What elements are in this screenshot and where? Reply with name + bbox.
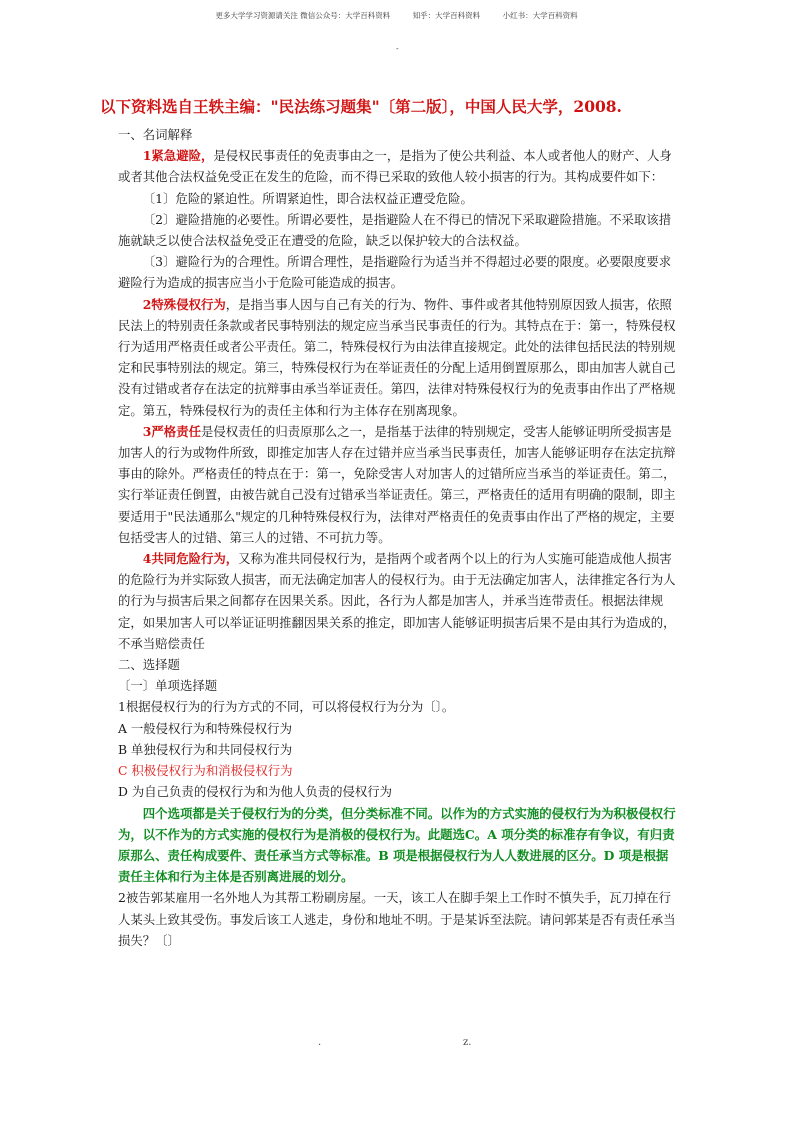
- question-1-explanation: 四个选项都是关于侵权行为的分类，但分类标准不同。以作为的方式实施的侵权行为为积极侵权行为，以不作为的方式实施的侵权行为是消极的侵权行为。此题选C。A 项分类的标准存有争议，有归责原那么、责任构成要件、责任承当方式等标准。B 项是根据侵权行为人人数进展的区分。D 项是根据责任主体和行为主体是否别离进展的划分。: [118, 805, 676, 885]
- section-heading-terms: 一、名词解释: [118, 127, 193, 142]
- term-4-paragraph: [118, 548, 678, 654]
- term-4-title: 4共同危险行为，: [142, 551, 239, 567]
- header-zhihu: 知乎：大学百科资料: [412, 11, 481, 20]
- term-3-paragraph: [118, 421, 678, 548]
- term-1-title: 1紧急避险，: [142, 148, 214, 164]
- document-body: [118, 124, 678, 951]
- header-xiaohongshu: 小红书：大学百科资料: [502, 11, 578, 20]
- term-1-req-3: 〔3〕避险行为的合理性。所谓合理性，是指避险行为适当并不得超过必要的限度。必要限度要求避险行为造成的损害应当小于危险可能造成的损害。: [118, 254, 672, 291]
- term-2-paragraph: [118, 294, 678, 421]
- question-1-option-a: A 一般侵权行为和特殊侵权行为: [118, 720, 292, 736]
- term-2-title: 2特殊侵权行为: [142, 296, 226, 312]
- term-3-body: 是侵权责任的归责原那么之一，是指基于法律的特别规定，受害人能够证明所受损害是加害人的行为或物件所致，即推定加害人存在过错并应当承当民事责任，加害人能够证明存在法定抗辩事由的除外。严格责任的特点在于：第一，免除受害人对加害人的过错所应当承当的举证责任。第二，实行举证责任倒置，由被告就自己没有过错承当举证责任。第三，严格责任的适用有明确的限制，即主要适用于"民法通那么"规定的几种特殊侵权行为，法律对严格责任的免责事由作出了严格的规定，主要包括受害人的过错、第三人的过错、不可抗力等。: [118, 423, 676, 545]
- term-1-body: 是侵权民事责任的免责事由之一，是指为了使公共利益、本人或者他人的财产、人身或者其他合法权益免受正在发生的危险，而不得已采取的致他人较小损害的行为。其构成要件如下：: [118, 148, 672, 185]
- question-1-option-d: D 为自己负责的侵权行为和为他人负责的侵权行为: [118, 784, 393, 800]
- section-heading-choice: 二、选择题: [118, 657, 180, 673]
- header-wechat: 更多大学学习资源请关注 微信公众号：大学百科资料: [215, 11, 391, 20]
- term-1-req-2: 〔2〕避险措施的必要性。所谓必要性，是指避险人在不得已的情况下采取避险措施。不采取该措施就缺乏以使合法权益免受正在遭受的危险，缺乏以保护较大的合法权益。: [118, 211, 672, 249]
- question-2: 2被告郭某雇用一名外地人为其帮工粉刷房屋。一天，该工人在脚手架上工作时不慎失手，瓦刀掉在行人某头上致其受伤。事发后该工人逃走，身份和地址不明。于是某诉至法院。请问郭某是否有责任承当损失？〔〕: [118, 890, 676, 948]
- term-4-body: 又称为准共同侵权行为，是指两个或者两个以上的行为人实施可能造成他人损害的危险行为并实际致人损害，而无法确定加害人的侵权行为。由于无法确定加害人，法律推定各行为人的行为与损害后果之间都存在因果关系。因此，各行为人都是加害人，并承当连带责任。根据法律规定，如果加害人可以举证证明推翻因果关系的推定，即加害人能够证明损害后果不是由其行为造成的，不承当赔偿责任: [118, 551, 676, 651]
- source-line: 以下资料选自王轶主编："民法练习题集"〔第二版〕，中国人民大学，2008.: [100, 97, 622, 116]
- term-1-req-1: 〔1〕危险的紧迫性。所谓紧迫性，即合法权益正遭受危险。: [142, 190, 473, 206]
- term-1-paragraph: [118, 145, 678, 187]
- term-3-title: 3严格责任: [142, 423, 201, 439]
- subsection-single-choice: 〔一〕单项选择题: [118, 678, 218, 694]
- footer-page-mark: z.: [463, 1037, 472, 1048]
- question-1-option-b: B 单独侵权行为和共同侵权行为: [118, 741, 293, 757]
- top-mark: -: [396, 44, 399, 53]
- page-header: [0, 10, 793, 21]
- question-1-option-c-answer: C 积极侵权行为和消极侵权行为: [118, 763, 293, 779]
- footer-dot: .: [318, 1037, 322, 1048]
- question-1: 1根据侵权行为的行为方式的不同，可以将侵权行为分为〔〕。: [118, 699, 455, 715]
- term-2-body: ，是指当事人因与自己有关的行为、物件、事件或者其他特别原因致人损害，依照民法上的特别责任条款或者民事特别法的规定应当承当民事责任的行为。其特点在于：第一，特殊侵权行为适用严格责任或者公平责任。第二，特殊侵权行为由法律直接规定。此处的法律包括民法的特别规定和民事特别法的规定。第三，特殊侵权行为在举证责任的分配上适用倒置原那么，即由加害人就自己没有过错或者存在法定的抗辩事由承当举证责任。第四，法律对特殊侵权行为的免责事由作出了严格规定。第五，特殊侵权行为的责任主体和行为主体存在别离现象。: [118, 296, 676, 418]
